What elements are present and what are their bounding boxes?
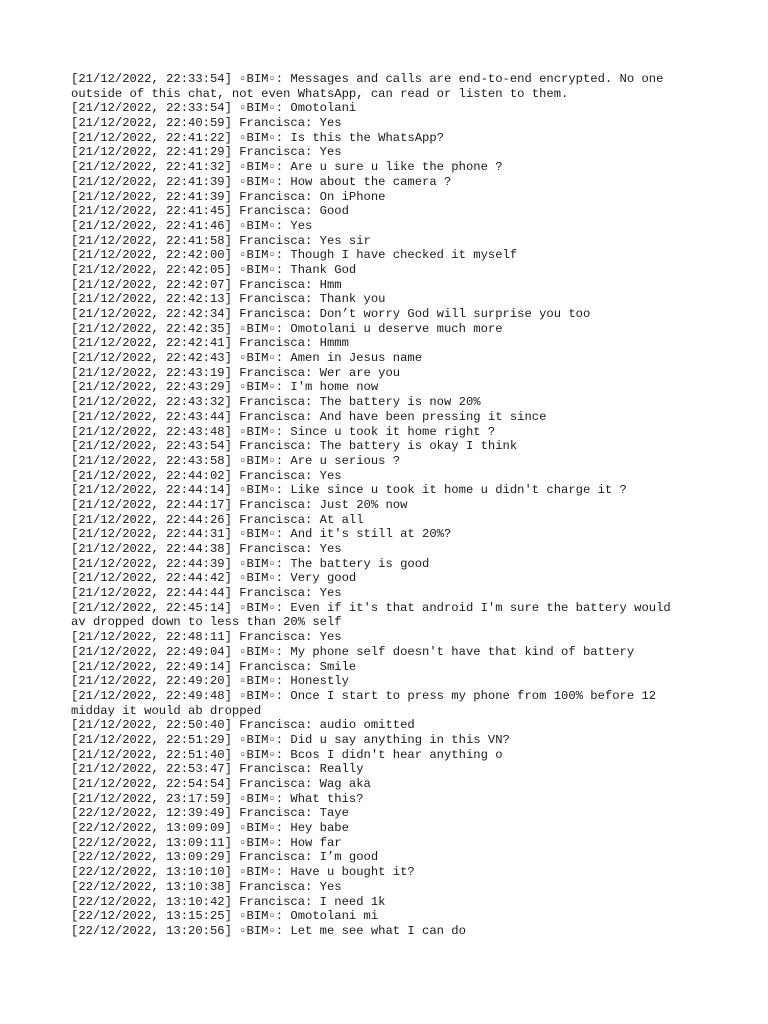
transcript-line: [21/12/2022, 22:42:43] ▫BIM▫: Amen in Jesus name <box>71 351 423 366</box>
transcript-line: [21/12/2022, 22:49:20] ▫BIM▫: Honestly <box>71 674 349 689</box>
transcript-line: midday it would ab dropped <box>71 703 262 718</box>
transcript-line: [21/12/2022, 22:44:39] ▫BIM▫: The battery is good <box>71 556 430 571</box>
transcript-line: [21/12/2022, 22:42:35] ▫BIM▫: Omotolani u deserve much more <box>71 321 503 336</box>
transcript-line: [21/12/2022, 22:44:14] ▫BIM▫: Like since u took it home u didn't charge it ? <box>71 483 627 498</box>
transcript-line: [21/12/2022, 22:43:58] ▫BIM▫: Are u serious ? <box>71 453 401 468</box>
transcript-line: [22/12/2022, 13:09:29] Francisca: I’m good <box>71 850 379 865</box>
chat-transcript <box>71 72 731 939</box>
transcript-line: outside of this chat, not even WhatsApp, can read or listen to them. <box>71 86 569 101</box>
transcript-line: [21/12/2022, 23:17:59] ▫BIM▫: What this? <box>71 791 364 806</box>
transcript-line: [21/12/2022, 22:43:54] Francisca: The battery is okay I think <box>71 439 518 454</box>
transcript-line: [21/12/2022, 22:42:13] Francisca: Thank you <box>71 292 386 307</box>
transcript-line: [21/12/2022, 22:44:44] Francisca: Yes <box>71 586 342 601</box>
transcript-line: [21/12/2022, 22:54:54] Francisca: Wag aka <box>71 777 371 791</box>
transcript-line: [21/12/2022, 22:44:38] Francisca: Yes <box>71 542 342 556</box>
transcript-line: [22/12/2022, 13:10:38] Francisca: Yes <box>71 879 342 894</box>
transcript-line: [21/12/2022, 22:41:46] ▫BIM▫: Yes <box>71 218 313 233</box>
transcript-line: [21/12/2022, 22:44:26] Francisca: At all <box>71 512 364 527</box>
transcript-line: [21/12/2022, 22:48:11] Francisca: Yes <box>71 630 342 645</box>
transcript-line: [21/12/2022, 22:42:05] ▫BIM▫: Thank God <box>71 262 357 277</box>
transcript-line: [22/12/2022, 13:10:42] Francisca: I need 1k <box>71 894 386 909</box>
transcript-line: [21/12/2022, 22:43:48] ▫BIM▫: Since u took it home right ? <box>71 424 496 439</box>
transcript-line: [21/12/2022, 22:53:47] Francisca: Really <box>71 762 364 777</box>
transcript-line: [21/12/2022, 22:51:40] ▫BIM▫: Bcos I didn't hear anything o <box>71 747 503 762</box>
transcript-line: [22/12/2022, 13:15:25] ▫BIM▫: Omotolani mi <box>71 909 379 924</box>
transcript-line: [21/12/2022, 22:43:19] Francisca: Wer are you <box>71 365 401 380</box>
transcript-line: [21/12/2022, 22:41:58] Francisca: Yes sir <box>71 233 371 248</box>
transcript-line: [22/12/2022, 13:09:11] ▫BIM▫: How far <box>71 835 342 850</box>
transcript-line: [21/12/2022, 22:42:00] ▫BIM▫: Though I have checked it myself <box>71 248 518 263</box>
transcript-line: [21/12/2022, 22:44:17] Francisca: Just 20% now <box>71 497 408 512</box>
transcript-line: [21/12/2022, 22:33:54] ▫BIM▫: Messages and calls are end-to-end encrypted. No one <box>71 72 664 86</box>
transcript-line: [22/12/2022, 13:20:56] ▫BIM▫: Let me see what I can do <box>71 923 466 938</box>
transcript-line: [21/12/2022, 22:33:54] ▫BIM▫: Omotolani <box>71 101 357 116</box>
transcript-line: [21/12/2022, 22:42:41] Francisca: Hmmm <box>71 336 349 351</box>
transcript-line: [22/12/2022, 12:39:49] Francisca: Taye <box>71 806 349 821</box>
transcript-line: [21/12/2022, 22:50:40] Francisca: audio omitted <box>71 718 415 733</box>
transcript-line: [21/12/2022, 22:49:04] ▫BIM▫: My phone self doesn't have that kind of battery <box>71 644 635 659</box>
transcript-line: [21/12/2022, 22:49:48] ▫BIM▫: Once I start to press my phone from 100% before 12 <box>71 688 657 703</box>
transcript-line: [22/12/2022, 13:10:10] ▫BIM▫: Have u bought it? <box>71 865 415 880</box>
transcript-line: [21/12/2022, 22:44:42] ▫BIM▫: Very good <box>71 571 357 586</box>
transcript-line: [21/12/2022, 22:49:14] Francisca: Smile <box>71 659 357 674</box>
transcript-line: [21/12/2022, 22:41:39] Francisca: On iPhone <box>71 189 386 204</box>
transcript-line: [21/12/2022, 22:43:29] ▫BIM▫: I'm home now <box>71 380 379 395</box>
transcript-line: [21/12/2022, 22:45:14] ▫BIM▫: Even if it's that android I'm sure the battery would <box>71 600 671 615</box>
transcript-line: [21/12/2022, 22:42:07] Francisca: Hmm <box>71 277 342 292</box>
transcript-line: [21/12/2022, 22:43:32] Francisca: The battery is now 20% <box>71 395 481 410</box>
transcript-line: [21/12/2022, 22:40:59] Francisca: Yes <box>71 116 342 131</box>
transcript-line: [21/12/2022, 22:41:29] Francisca: Yes <box>71 145 342 160</box>
transcript-line: [22/12/2022, 13:09:09] ▫BIM▫: Hey babe <box>71 821 349 836</box>
transcript-line: [21/12/2022, 22:42:34] Francisca: Don’t worry God will surprise you too <box>71 307 591 321</box>
transcript-line: av dropped down to less than 20% self <box>71 615 342 630</box>
transcript-line: [21/12/2022, 22:44:02] Francisca: Yes <box>71 468 342 483</box>
transcript-line: [21/12/2022, 22:41:22] ▫BIM▫: Is this the WhatsApp? <box>71 130 444 145</box>
transcript-line: [21/12/2022, 22:43:44] Francisca: And have been pressing it since <box>71 409 547 424</box>
transcript-line: [21/12/2022, 22:41:39] ▫BIM▫: How about the camera ? <box>71 174 452 189</box>
transcript-line: [21/12/2022, 22:41:45] Francisca: Good <box>71 204 349 219</box>
transcript-line: [21/12/2022, 22:51:29] ▫BIM▫: Did u say anything in this VN? <box>71 732 510 747</box>
transcript-line: [21/12/2022, 22:41:32] ▫BIM▫: Are u sure u like the phone ? <box>71 160 503 175</box>
transcript-line: [21/12/2022, 22:44:31] ▫BIM▫: And it's still at 20%? <box>71 527 452 542</box>
